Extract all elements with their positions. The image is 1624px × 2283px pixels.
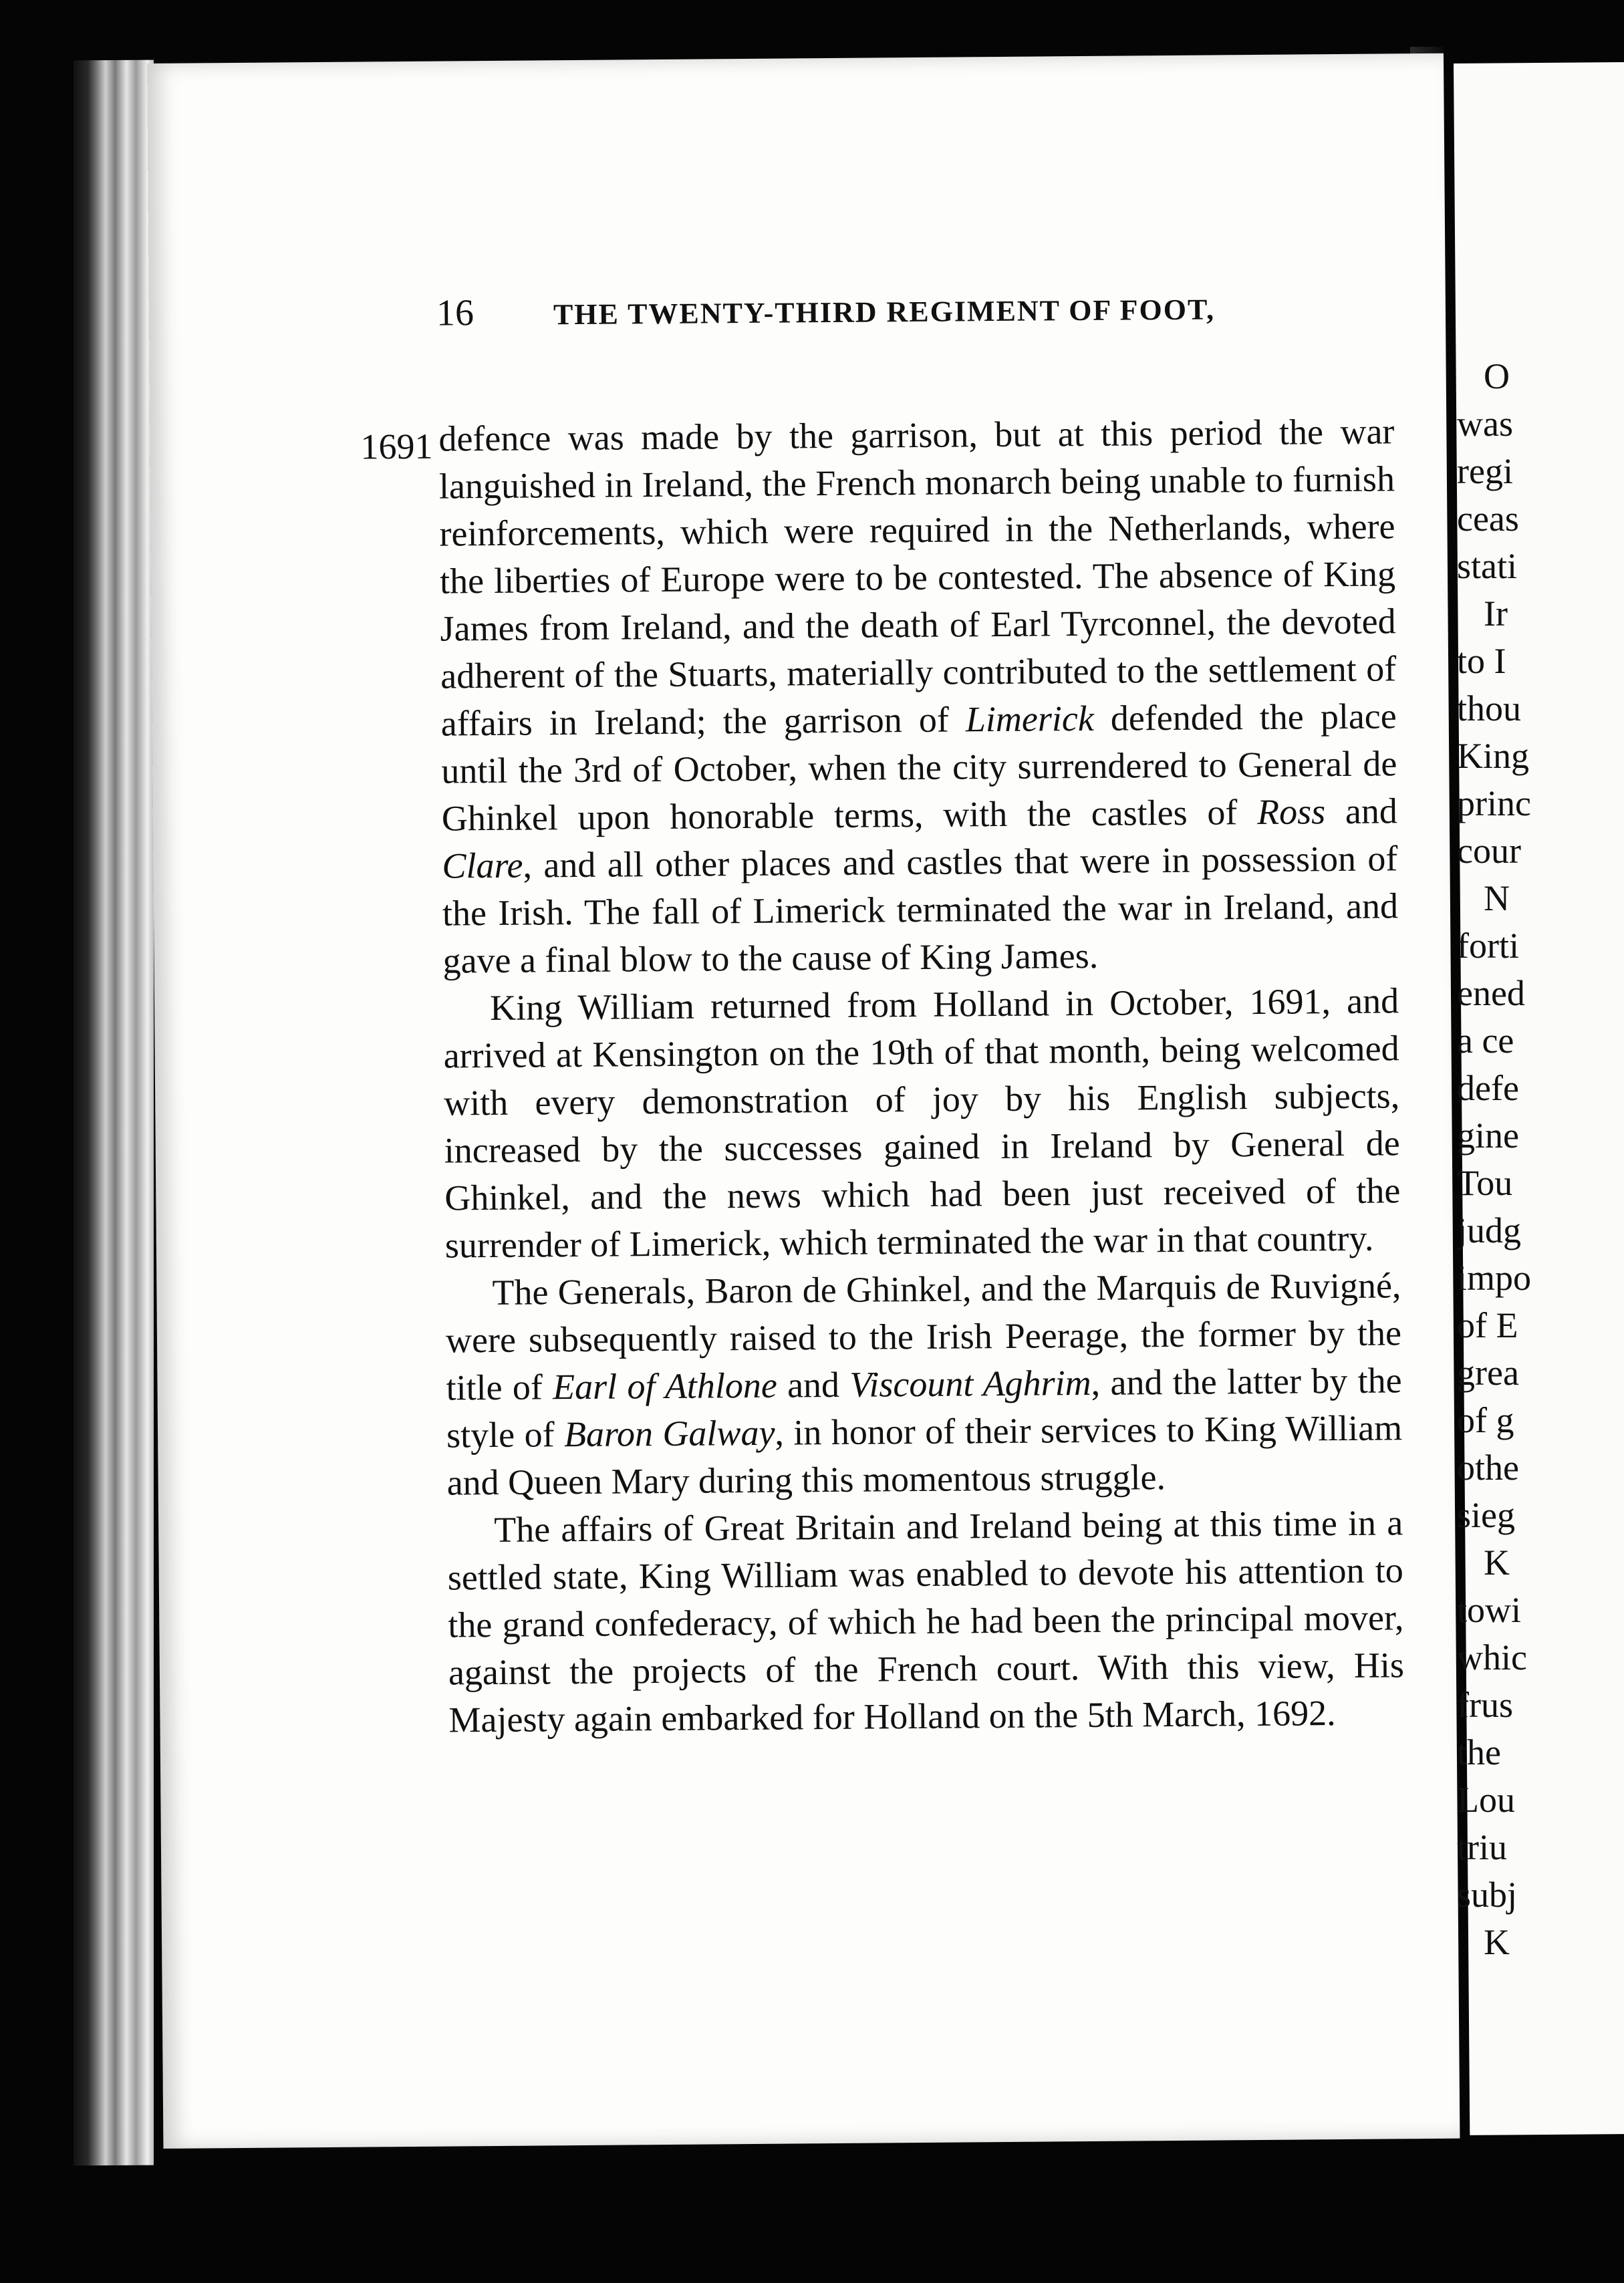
facing-line: regi (1457, 451, 1513, 491)
text-run: , in honor of their services to King William and Queen Mary during this momentous struggle. (446, 1407, 1403, 1503)
running-head: THE TWENTY-THIRD REGIMENT OF FOOT, (553, 293, 1216, 331)
facing-line: thou (1457, 688, 1522, 728)
facing-line: K (1484, 1542, 1510, 1583)
facing-line: forti (1457, 926, 1519, 966)
facing-line: sieg (1457, 1495, 1515, 1535)
facing-line: whic (1457, 1637, 1527, 1677)
italic-text: Clare (442, 845, 523, 886)
page-header (436, 285, 1373, 339)
facing-line: stati (1457, 546, 1517, 586)
facing-line: a ce (1457, 1021, 1514, 1061)
facing-line: grea (1457, 1353, 1519, 1393)
facing-line: towi (1457, 1590, 1522, 1630)
text-run: King William returned from Holland in October, 1691, and arrived at Kensington on the 19th of that month, being welcomed with every demonstration of joy by his English subjects, increased by the successes gained in Ireland by General de Ghinkel, and the news which had been just received of the surrender of Limerick, which terminated the war in that country. (443, 980, 1401, 1266)
facing-page-text (1457, 353, 1624, 1966)
facing-line: Tou (1457, 1163, 1513, 1203)
facing-line: subj (1457, 1875, 1518, 1915)
italic-text: Viscount Aghrim (849, 1362, 1091, 1405)
facing-line: ceas (1457, 499, 1519, 539)
facing-line: was (1457, 404, 1513, 444)
facing-line: Lou (1457, 1780, 1515, 1820)
facing-line: judg (1457, 1210, 1522, 1250)
italic-text: Earl of Athlone (552, 1365, 778, 1407)
italic-text: Baron Galway (563, 1412, 775, 1455)
facing-line: princ (1457, 783, 1531, 823)
facing-line: of g (1457, 1400, 1514, 1440)
book-spine-edge (74, 60, 154, 2166)
body-text (438, 408, 1405, 1744)
paragraph (445, 1262, 1403, 1506)
facing-line: cour (1457, 831, 1521, 871)
italic-text: Limerick (965, 698, 1095, 740)
facing-line: K (1484, 1922, 1510, 1962)
text-run: , and all other places and castles that were in possession of the Irish. The fall of Limerick terminated the war in Ireland, and gave a final blow to the cause of King James. (442, 838, 1399, 981)
paragraph (447, 1499, 1405, 1744)
page-number: 16 (436, 292, 475, 334)
facing-line: ened (1457, 973, 1525, 1013)
facing-line: N (1484, 878, 1510, 918)
facing-line: of E (1457, 1305, 1518, 1345)
facing-line: Ir (1484, 593, 1508, 634)
text-run: The affairs of Great Britain and Ireland being at this time in a settled state, King William was enabled to devote his attention to the grand confederacy, of which he had been the principal mover, against the projects of the French court. With this view, His Majesty again embarked for Holland on the 5th March, 1692. (447, 1502, 1405, 1740)
marginal-year: 1691 (360, 426, 433, 467)
text-run: and (1325, 791, 1398, 832)
text-run: defended the place until the 3rd of October, when the city surrendered to General de Ghinkel upon honorable terms, with the castles of (441, 696, 1397, 839)
facing-line: defe (1457, 1068, 1519, 1108)
italic-text: Ross (1256, 791, 1326, 832)
text-run: The Generals, Baron de Ghinkel, and the Marquis de Ruvigné, were subsequently raised to the Irish Peerage, the former by the title of (445, 1265, 1402, 1408)
facing-line: the (1457, 1732, 1501, 1772)
facing-line: othe (1457, 1448, 1519, 1488)
text-run: defence was made by the garrison, but at this period the war languished in Ireland, the French monarch being unable to furnish reinforcements, which were required in the Netherlands, where the liberties of Europe were to be contested. The absence of King James from Ireland, and the death of Earl Tyrconnel, the devoted adherent of the Stuarts, materially contributed to the settlement of affairs in Ireland; the garrison of (438, 411, 1397, 744)
facing-line: frus (1457, 1685, 1513, 1725)
facing-line: to I (1457, 641, 1506, 681)
paragraph (443, 977, 1401, 1269)
facing-line: gine (1457, 1115, 1519, 1156)
facing-line: triu (1457, 1827, 1507, 1867)
paragraph (438, 408, 1399, 984)
text-run: , and the latter by the style of (446, 1360, 1402, 1456)
left-page (147, 53, 1460, 2149)
facing-line: impo (1457, 1258, 1532, 1298)
facing-line: O (1484, 356, 1510, 396)
facing-line: King (1457, 736, 1529, 776)
text-run: and (777, 1364, 850, 1405)
